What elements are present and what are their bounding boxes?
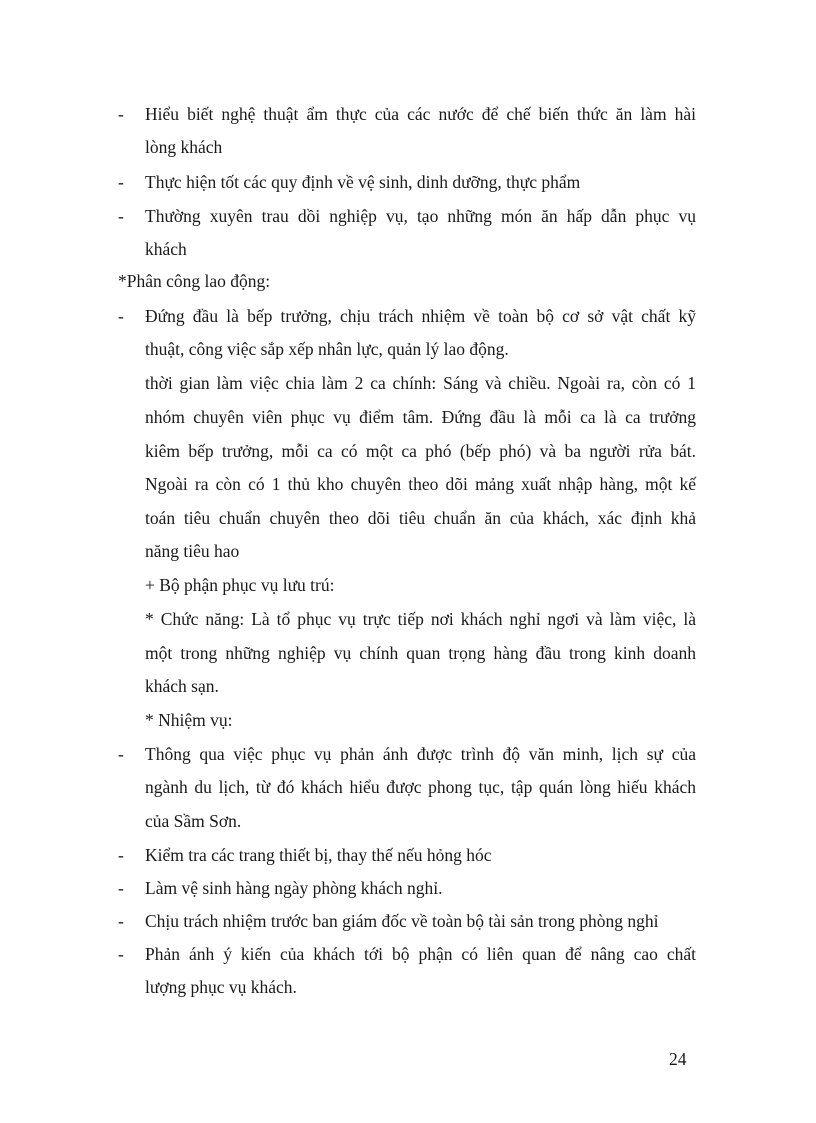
text-line: Thường xuyên trau dồi nghiệp vụ, tạo những món ăn hấp dẫn phục vụ <box>145 206 696 226</box>
bullet-dash: - <box>118 878 124 898</box>
text-line: ngành du lịch, từ đó khách hiểu được phong tục, tập quán lòng hiếu khách <box>145 777 696 797</box>
bullet-dash: - <box>118 104 124 124</box>
text-line: nhóm chuyên viên phục vụ điểm tâm. Đứng đầu là mỗi ca là ca trưởng <box>145 407 696 427</box>
text-line: lượng phục vụ khách. <box>145 977 297 997</box>
text-line: *Phân công lao động: <box>118 271 271 291</box>
bullet-dash: - <box>118 172 124 192</box>
text-line: lòng khách <box>145 137 223 157</box>
text-line: thời gian làm việc chia làm 2 ca chính: Sáng và chiều. Ngoài ra, còn có 1 <box>145 373 696 393</box>
page-number: 24 <box>669 1049 687 1069</box>
text-line: * Chức năng: Là tổ phục vụ trực tiếp nơi khách nghỉ ngơi và làm việc, là <box>145 609 696 629</box>
text-line: khách sạn. <box>145 676 219 696</box>
bullet-dash: - <box>118 911 124 931</box>
text-line: thuật, công việc sắp xếp nhân lực, quản lý lao động. <box>145 339 509 359</box>
text-line: + Bộ phận phục vụ lưu trú: <box>145 575 335 595</box>
text-line: Kiểm tra các trang thiết bị, thay thế nếu hỏng hóc <box>145 845 492 865</box>
text-line: Thông qua việc phục vụ phản ánh được trình độ văn minh, lịch sự của <box>145 744 696 764</box>
text-line: của Sầm Sơn. <box>145 811 242 831</box>
text-line: Đứng đầu là bếp trưởng, chịu trách nhiệm về toàn bộ cơ sở vật chất kỹ <box>145 306 696 326</box>
bullet-dash: - <box>118 944 124 964</box>
text-line: Hiểu biết nghệ thuật ẩm thực của các nước để chế biến thức ăn làm hài <box>145 104 696 124</box>
text-line: năng tiêu hao <box>145 541 240 561</box>
text-line: khách <box>145 239 187 259</box>
text-line: một trong những nghiệp vụ chính quan trọng hàng đầu trong kinh doanh <box>145 643 696 663</box>
text-line: toán tiêu chuẩn chuyên theo dõi tiêu chuẩn ăn của khách, xác định khả <box>145 508 696 528</box>
text-line: Thực hiện tốt các quy định về vệ sinh, dinh dưỡng, thực phẩm <box>145 172 581 192</box>
text-line: Làm vệ sinh hàng ngày phòng khách nghỉ. <box>145 878 443 898</box>
bullet-dash: - <box>118 845 124 865</box>
text-line: kiêm bếp trưởng, mỗi ca có một ca phó (bếp phó) và ba người rửa bát. <box>145 441 696 461</box>
text-line: Phản ánh ý kiến của khách tới bộ phận có liên quan để nâng cao chất <box>145 944 696 964</box>
bullet-dash: - <box>118 744 124 764</box>
text-line: * Nhiệm vụ: <box>145 710 233 730</box>
bullet-dash: - <box>118 306 124 326</box>
text-line: Chịu trách nhiệm trước ban giám đốc về toàn bộ tài sản trong phòng nghỉ <box>145 911 659 931</box>
bullet-dash: - <box>118 206 124 226</box>
text-line: Ngoài ra còn có 1 thủ kho chuyên theo dõi mảng xuất nhập hàng, một kế <box>145 474 696 494</box>
